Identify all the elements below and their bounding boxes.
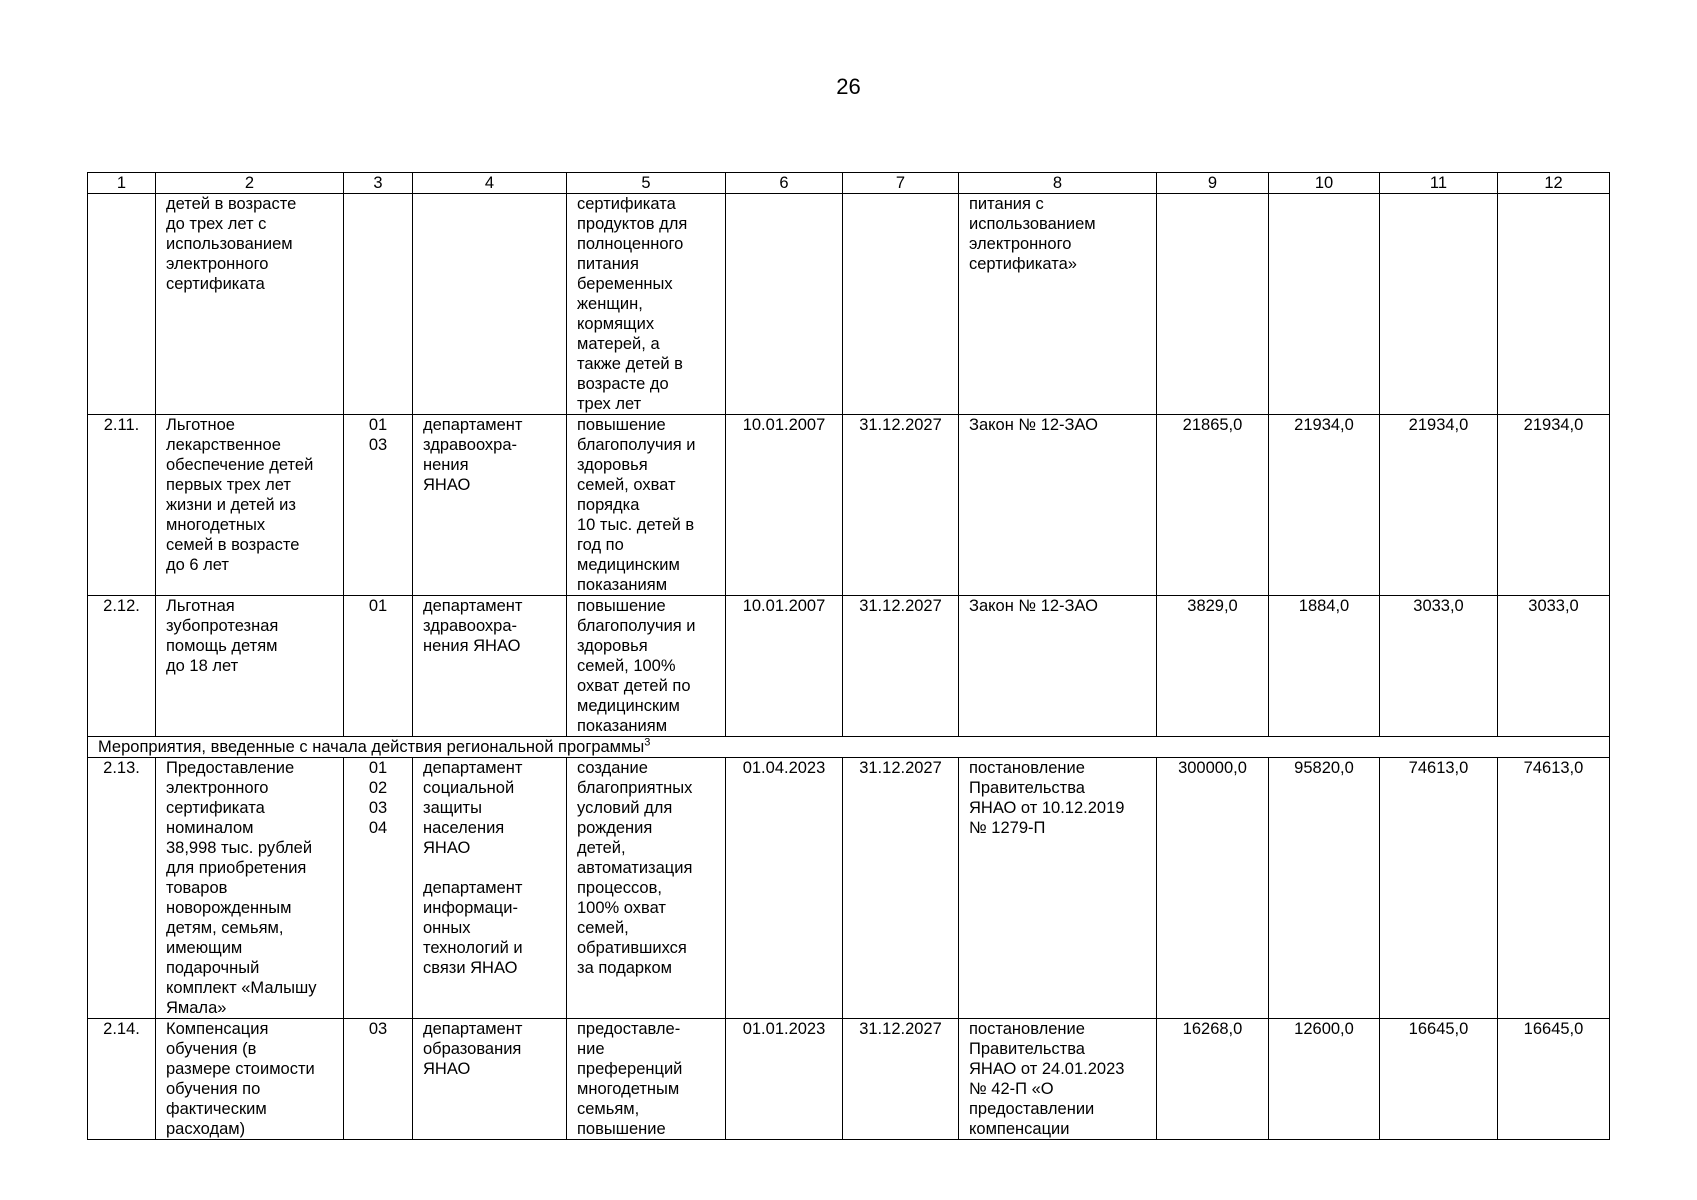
column-header: 6	[726, 173, 843, 194]
column-header: 1	[88, 173, 156, 194]
value-col-12	[1498, 194, 1610, 415]
legal-basis: питания с использованием электронного сертификата»	[959, 194, 1157, 415]
measure-name: Компенсация обучения (в размере стоимости обучения по фактическим расходам)	[156, 1019, 344, 1140]
task-codes: 01	[344, 596, 413, 737]
row-number: 2.13.	[88, 758, 156, 1019]
section-heading	[88, 737, 1610, 758]
executor: департамент здравоохра- нения ЯНАО	[413, 596, 567, 737]
value-col-12: 21934,0	[1498, 415, 1610, 596]
start-date: 10.01.2007	[726, 415, 843, 596]
table-row	[88, 1019, 1610, 1140]
column-header: 2	[156, 173, 344, 194]
value-col-11: 3033,0	[1380, 596, 1498, 737]
column-header: 12	[1498, 173, 1610, 194]
task-codes	[344, 194, 413, 415]
section-row	[88, 737, 1610, 758]
expected-result: создание благоприятных условий для рождения детей, автоматизация процессов, 100% охват семей, обратившихся за подарком	[567, 758, 726, 1019]
value-col-10: 1884,0	[1269, 596, 1380, 737]
measure-name: Льготная зубопротезная помощь детям до 18 лет	[156, 596, 344, 737]
legal-basis: Закон № 12-ЗАО	[959, 415, 1157, 596]
start-date: 01.04.2023	[726, 758, 843, 1019]
executor: департамент социальной защиты населения ЯНАО департамент информаци- онных технологий и связи ЯНАО	[413, 758, 567, 1019]
column-header: 9	[1157, 173, 1269, 194]
value-col-10: 12600,0	[1269, 1019, 1380, 1140]
measure-name: Льготное лекарственное обеспечение детей первых трех лет жизни и детей из многодетных семей в возрасте до 6 лет	[156, 415, 344, 596]
task-codes: 01 02 03 04	[344, 758, 413, 1019]
end-date: 31.12.2027	[843, 1019, 959, 1140]
value-col-10: 95820,0	[1269, 758, 1380, 1019]
legal-basis: постановление Правительства ЯНАО от 10.12.2019 № 1279-П	[959, 758, 1157, 1019]
start-date: 01.01.2023	[726, 1019, 843, 1140]
value-col-10: 21934,0	[1269, 415, 1380, 596]
table-row	[88, 758, 1610, 1019]
value-col-9	[1157, 194, 1269, 415]
column-header: 11	[1380, 173, 1498, 194]
executor: департамент здравоохра- нения ЯНАО	[413, 415, 567, 596]
table-row	[88, 596, 1610, 737]
column-header: 8	[959, 173, 1157, 194]
executor: департамент образования ЯНАО	[413, 1019, 567, 1140]
legal-basis: постановление Правительства ЯНАО от 24.01.2023 № 42-П «О предоставлении компенсации	[959, 1019, 1157, 1140]
end-date: 31.12.2027	[843, 415, 959, 596]
row-number: 2.14.	[88, 1019, 156, 1140]
value-col-12: 3033,0	[1498, 596, 1610, 737]
column-header: 5	[567, 173, 726, 194]
expected-result: предоставле- ние преференций многодетным семьям, повышение	[567, 1019, 726, 1140]
value-col-9: 300000,0	[1157, 758, 1269, 1019]
page-number: 26	[836, 74, 861, 99]
row-number: 2.12.	[88, 596, 156, 737]
row-number	[88, 194, 156, 415]
value-col-12: 16645,0	[1498, 1019, 1610, 1140]
value-col-12: 74613,0	[1498, 758, 1610, 1019]
measure-name: Предоставление электронного сертификата номиналом 38,998 тыс. рублей для приобретения товаров новорожденным детям, семьям, имеющим подарочный комплект «Малышу Ямала»	[156, 758, 344, 1019]
column-header: 3	[344, 173, 413, 194]
value-col-11: 16645,0	[1380, 1019, 1498, 1140]
column-header: 4	[413, 173, 567, 194]
executor	[413, 194, 567, 415]
program-table	[87, 172, 1610, 1140]
column-header: 7	[843, 173, 959, 194]
column-header: 10	[1269, 173, 1380, 194]
value-col-11: 74613,0	[1380, 758, 1498, 1019]
end-date	[843, 194, 959, 415]
table-row	[88, 415, 1610, 596]
expected-result: повышение благополучия и здоровья семей, охват порядка 10 тыс. детей в год по медицинским показаниям	[567, 415, 726, 596]
value-col-10	[1269, 194, 1380, 415]
value-col-11: 21934,0	[1380, 415, 1498, 596]
start-date	[726, 194, 843, 415]
measure-name: детей в возрасте до трех лет с использованием электронного сертификата	[156, 194, 344, 415]
footnote-mark: 3	[644, 736, 651, 749]
end-date: 31.12.2027	[843, 758, 959, 1019]
table-row	[88, 194, 1610, 415]
start-date: 10.01.2007	[726, 596, 843, 737]
value-col-11	[1380, 194, 1498, 415]
section-heading-text: Мероприятия, введенные с начала действия региональной программы	[98, 738, 645, 756]
header-row	[88, 173, 1610, 194]
expected-result: сертификата продуктов для полноценного питания беременных женщин, кормящих матерей, а также детей в возрасте до трех лет	[567, 194, 726, 415]
expected-result: повышение благополучия и здоровья семей, 100% охват детей по медицинским показаниям	[567, 596, 726, 737]
value-col-9: 3829,0	[1157, 596, 1269, 737]
legal-basis: Закон № 12-ЗАО	[959, 596, 1157, 737]
value-col-9: 16268,0	[1157, 1019, 1269, 1140]
value-col-9: 21865,0	[1157, 415, 1269, 596]
row-number: 2.11.	[88, 415, 156, 596]
task-codes: 01 03	[344, 415, 413, 596]
end-date: 31.12.2027	[843, 596, 959, 737]
task-codes: 03	[344, 1019, 413, 1140]
